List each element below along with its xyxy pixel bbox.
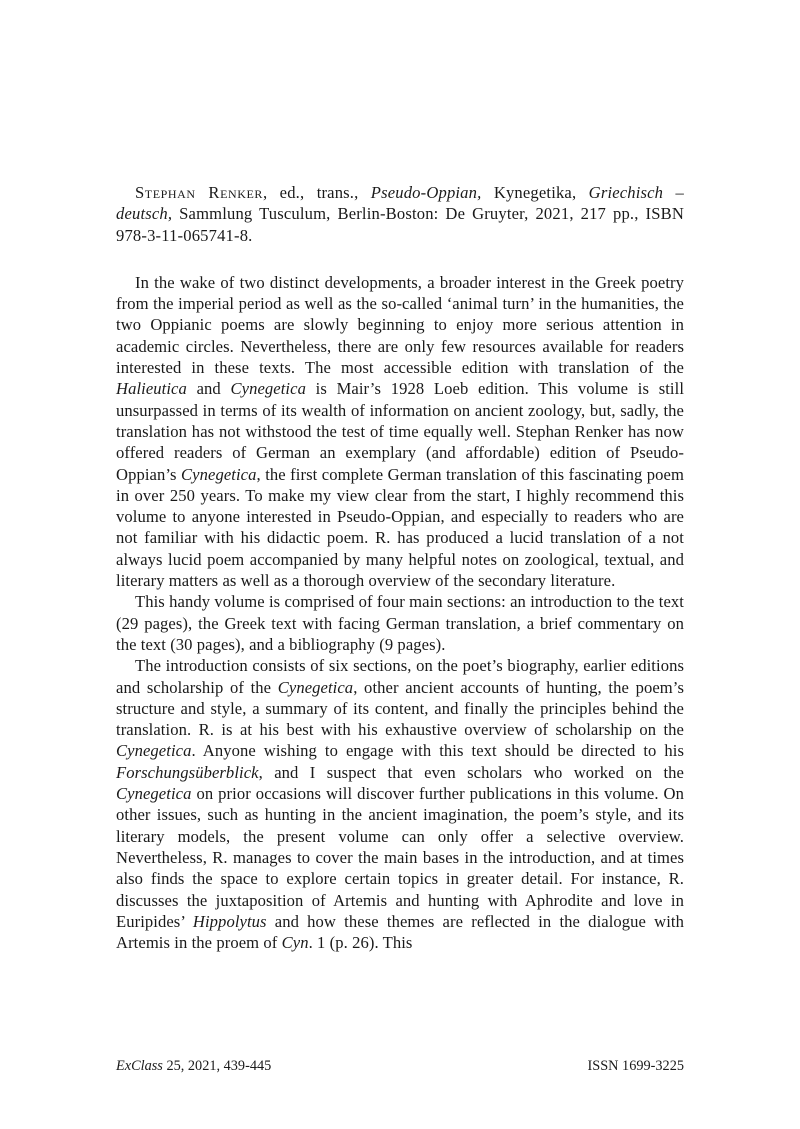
para1-seg-0: In the wake of two distinct developments, a broader interest in the Greek poetry from the imperial period as well as the so-called ‘animal turn’ in the humanities, the two Oppianic poems are slowly beginning to enjoy more serious attention in academic circles. Nevertheless, there are only few resources available for readers interested in these texts. The most accessible edition with translation of the xyxy=(116,272,684,378)
para3-seg-12: . 1 (p. 26). This xyxy=(308,933,413,953)
reviewed-work-language: Griechisch – deutsch, xyxy=(116,183,684,224)
page-footer xyxy=(116,1057,684,1075)
para1-seg-3: Cynegetica xyxy=(230,379,306,399)
headnote-body-spacer xyxy=(116,246,684,272)
headnote-work-subtitle: Kynegetika, xyxy=(481,183,589,202)
para1-seg-4: is Mair’s 1928 Loeb edition. This volume is still unsurpassed in terms of its wealth of information on ancient zoology, but, sadly, the translation has not withstood the test of time equally well. Stephan Renker has now offered readers of German an exemplary (and affordable) edition of Pseudo-Oppian’s xyxy=(116,379,685,484)
para1-seg-2: and xyxy=(186,379,231,399)
reviewed-author-name: Stephan Renker xyxy=(135,183,263,202)
para3-seg-10: and how these themes are reflected in the dialogue with Artemis in the proem of xyxy=(116,911,685,953)
review-paragraph-3 xyxy=(116,655,684,953)
para3-seg-3: Cynegetica xyxy=(116,741,192,761)
para3-seg-8: on prior occasions will discover further publications in this volume. On other issues, such as hunting in the ancient imagination, the poem’s style, and its literary models, the present volume can only offer a selective overview. Nevertheless, R. manages to cover the main bases in the introduction, and at times also finds the space to explore certain topics in greater detail. For instance, R. discusses the juxtaposition of Artemis and hunting with Aphrodite and love in Euripides’ xyxy=(116,784,684,931)
page-content xyxy=(116,182,684,953)
footer-journal-citation xyxy=(116,1057,271,1075)
bibliographic-headnote xyxy=(116,182,684,246)
para3-seg-11: Cyn xyxy=(281,933,309,953)
para3-seg-1: Cynegetica xyxy=(277,677,354,697)
para3-seg-5: Forschungsüberblick xyxy=(116,762,259,782)
review-paragraph-1 xyxy=(116,272,684,591)
para3-seg-2: , other ancient accounts of hunting, the poem’s structure and style, a summary of its content, and finally the principles behind the translation. R. is at his best with his exhaustive overview of scholarship on the xyxy=(116,677,684,740)
headnote-publication-details: Sammlung Tusculum, Berlin-Boston: De Gruyter, 2021, 217 pp., ISBN 978-3-11-065741-8. xyxy=(116,204,684,245)
para1-seg-1: Halieutica xyxy=(116,379,187,399)
para1-seg-5: Cynegetica xyxy=(181,464,257,484)
footer-issn: ISSN 1699-3225 xyxy=(587,1058,684,1074)
para3-seg-4: . Anyone wishing to engage with this text should be directed to his xyxy=(191,741,684,761)
para2-seg-0: This handy volume is comprised of four main sections: an introduction to the text (29 pages), the Greek text with facing German translation, a brief commentary on the text (30 pages), and a bibliography (9 pages). xyxy=(116,592,684,654)
headnote-role-text: , ed., trans., xyxy=(262,183,371,202)
review-paragraph-2 xyxy=(116,591,684,655)
para1-seg-6: , the first complete German translation of this fascinating poem in over 250 years. To make my view clear from the start, I highly recommend this volume to anyone interested in Pseudo-Oppian, and especially to readers who are not familiar with his didactic poem. R. has produced a lucid translation of a not always lucid poem accompanied by many helpful notes on zoological, textual, and literary matters as well as a thorough overview of the secondary literature. xyxy=(116,464,684,591)
para3-seg-6: , and I suspect that even scholars who worked on the xyxy=(258,762,684,782)
para3-seg-0: The introduction consists of six sections, on the poet’s biography, earlier editions and scholarship of the xyxy=(116,656,684,697)
reviewed-work-title: Pseudo-Oppian, xyxy=(370,183,482,202)
footer-journal-name: ExClass xyxy=(116,1058,163,1074)
para3-seg-7: Cynegetica xyxy=(116,784,192,804)
para3-seg-9: Hippolytus xyxy=(192,911,267,931)
footer-journal-volume-pages: 25, 2021, 439-445 xyxy=(162,1058,272,1074)
